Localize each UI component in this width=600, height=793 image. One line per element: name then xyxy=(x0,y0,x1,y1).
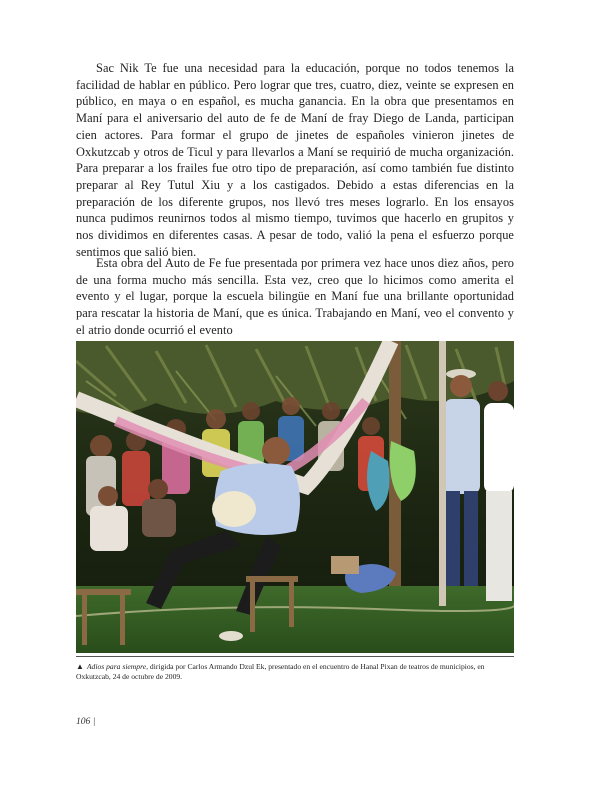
photo-illustration xyxy=(76,341,514,653)
photo-caption xyxy=(76,662,516,682)
theater-photo xyxy=(76,341,514,653)
paragraph-2: Esta obra del Auto de Fe fue presentada por primera vez hace unos diez años, pero de una forma mucho más sencilla. Esta vez, creo que lo hicimos como amerita el evento y el lugar, porque la escuela bilingüe en Maní fue una brillante oportunidad para rescatar la historia de Maní, que es única. Trabajando en Maní, veo el convento y el atrio donde ocurrió el evento xyxy=(76,256,514,337)
page-number xyxy=(76,717,95,727)
caption-title: Adios para siempre, xyxy=(86,662,149,671)
triangle-marker-icon: ▲ xyxy=(76,662,84,671)
body-text-block-1 xyxy=(76,60,514,260)
page-number-separator: | xyxy=(93,717,96,727)
body-text-block-2 xyxy=(76,255,514,339)
caption-text: dirigida por Carlos Armando Dzul Ek, presentado en el encuentro de Hanal Pixan de teatros de municipios, en Oxkutzcab, 24 de octubre de 2009. xyxy=(76,662,485,682)
caption-rule xyxy=(76,656,514,657)
paragraph-1: Sac Nik Te fue una necesidad para la educación, porque no todos tenemos la facilidad de hablar en público. Pero lograr que tres, cuatro, diez, veinte se expresen en público, en maya o en español, es mucha ganancia. En la obra que presentamos en Maní para el aniversario del auto de fe de Maní de fray Diego de Landa, participan cien actores. Para formar el grupo de jinetes de españoles vinieron jinetes de Oxkutzcab y otros de Ticul y para llevarlos a Maní se requirió de mucha organización. Para preparar a los frailes fue otro tipo de preparación, así como también fue distinto preparar al Rey Tutul Xiu y a los castigados. Debido a estas diferencias en la preparación de los diferente grupos, nos llevó tres meses lograrlo. En los ensayos nunca pudimos reunirnos todos al mismo tiempo, tuvimos que hacerlo en grupitos y nos dividimos en diferentes casas. A pesar de todo, valió la pena el esfuerzo porque sentimos que salió bien. xyxy=(76,61,514,259)
page-number-value: 106 xyxy=(76,717,91,727)
